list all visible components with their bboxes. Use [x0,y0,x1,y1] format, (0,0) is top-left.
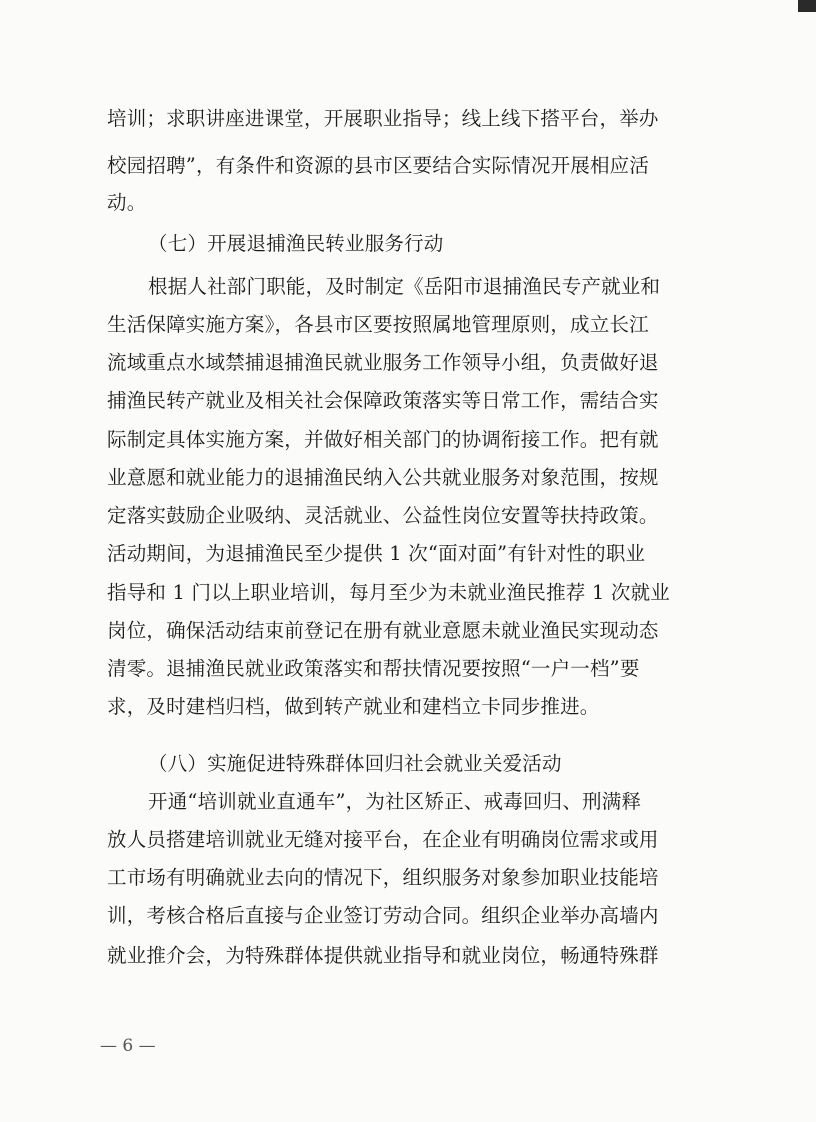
paragraph-line: 校园招聘”，有条件和资源的县市区要结合实际情况开展相应活 [107,154,650,177]
paragraph-line: 训，考核合格后直接与企业签订劳动合同。组织企业举办高墙内 [107,904,659,927]
paragraph-line: 流域重点水域禁捕退捕渔民就业服务工作领导小组，负责做好退 [107,351,659,374]
paragraph-line: 放人员搭建培训就业无缝对接平台，在企业有明确岗位需求或用 [107,828,659,851]
page-number: — 6 — [100,1036,156,1056]
scan-edge-mark [798,0,816,12]
paragraph-line: 就业推介会，为特殊群体提供就业指导和就业岗位，畅通特殊群 [107,944,659,967]
paragraph-line: 定落实鼓励企业吸纳、灵活就业、公益性岗位安置等扶持政策。 [107,504,659,527]
paragraph-line: 际制定具体实施方案，并做好相关部门的协调衔接工作。把有就 [107,428,659,451]
paragraph-line: 指导和 1 门以上职业培训，每月至少为未就业渔民推荐 1 次就业 [107,581,671,604]
paragraph-line: 培训；求职讲座进课堂，开展职业指导；线上线下搭平台，举办 [107,107,659,130]
paragraph-line: 求，及时建档归档，做到转产就业和建档立卡同步推进。 [107,695,600,718]
paragraph-line: 业意愿和就业能力的退捕渔民纳入公共就业服务对象范围，按规 [107,466,659,489]
paragraph-line: 岗位，确保活动结束前登记在册有就业意愿未就业渔民实现动态 [107,619,659,642]
paragraph-line: 工市场有明确就业去向的情况下，组织服务对象参加职业技能培 [107,866,659,889]
paragraph-line: 生活保障实施方案》，各县市区要按照属地管理原则，成立长江 [107,313,649,336]
paragraph-line: 清零。退捕渔民就业政策落实和帮扶情况要按照“一户一档”要 [107,657,640,680]
paragraph-line: 根据人社部门职能，及时制定《岳阳市退捕渔民专产就业和 [148,275,661,298]
paragraph-line: 活动期间，为退捕渔民至少提供 1 次“面对面”有针对性的职业 [107,542,646,565]
paragraph-line: 开通“培训就业直通车”，为社区矫正、戒毒回归、刑满释 [148,790,642,813]
paragraph-line: 捕渔民转产就业及相关社会保障政策落实等日常工作，需结合实 [107,389,659,412]
section-heading-8: （八）实施促进特殊群体回归社会就业关爱活动 [148,752,562,775]
section-heading-7: （七）开展退捕渔民转业服务行动 [148,232,444,255]
paragraph-line: 动。 [107,191,147,214]
